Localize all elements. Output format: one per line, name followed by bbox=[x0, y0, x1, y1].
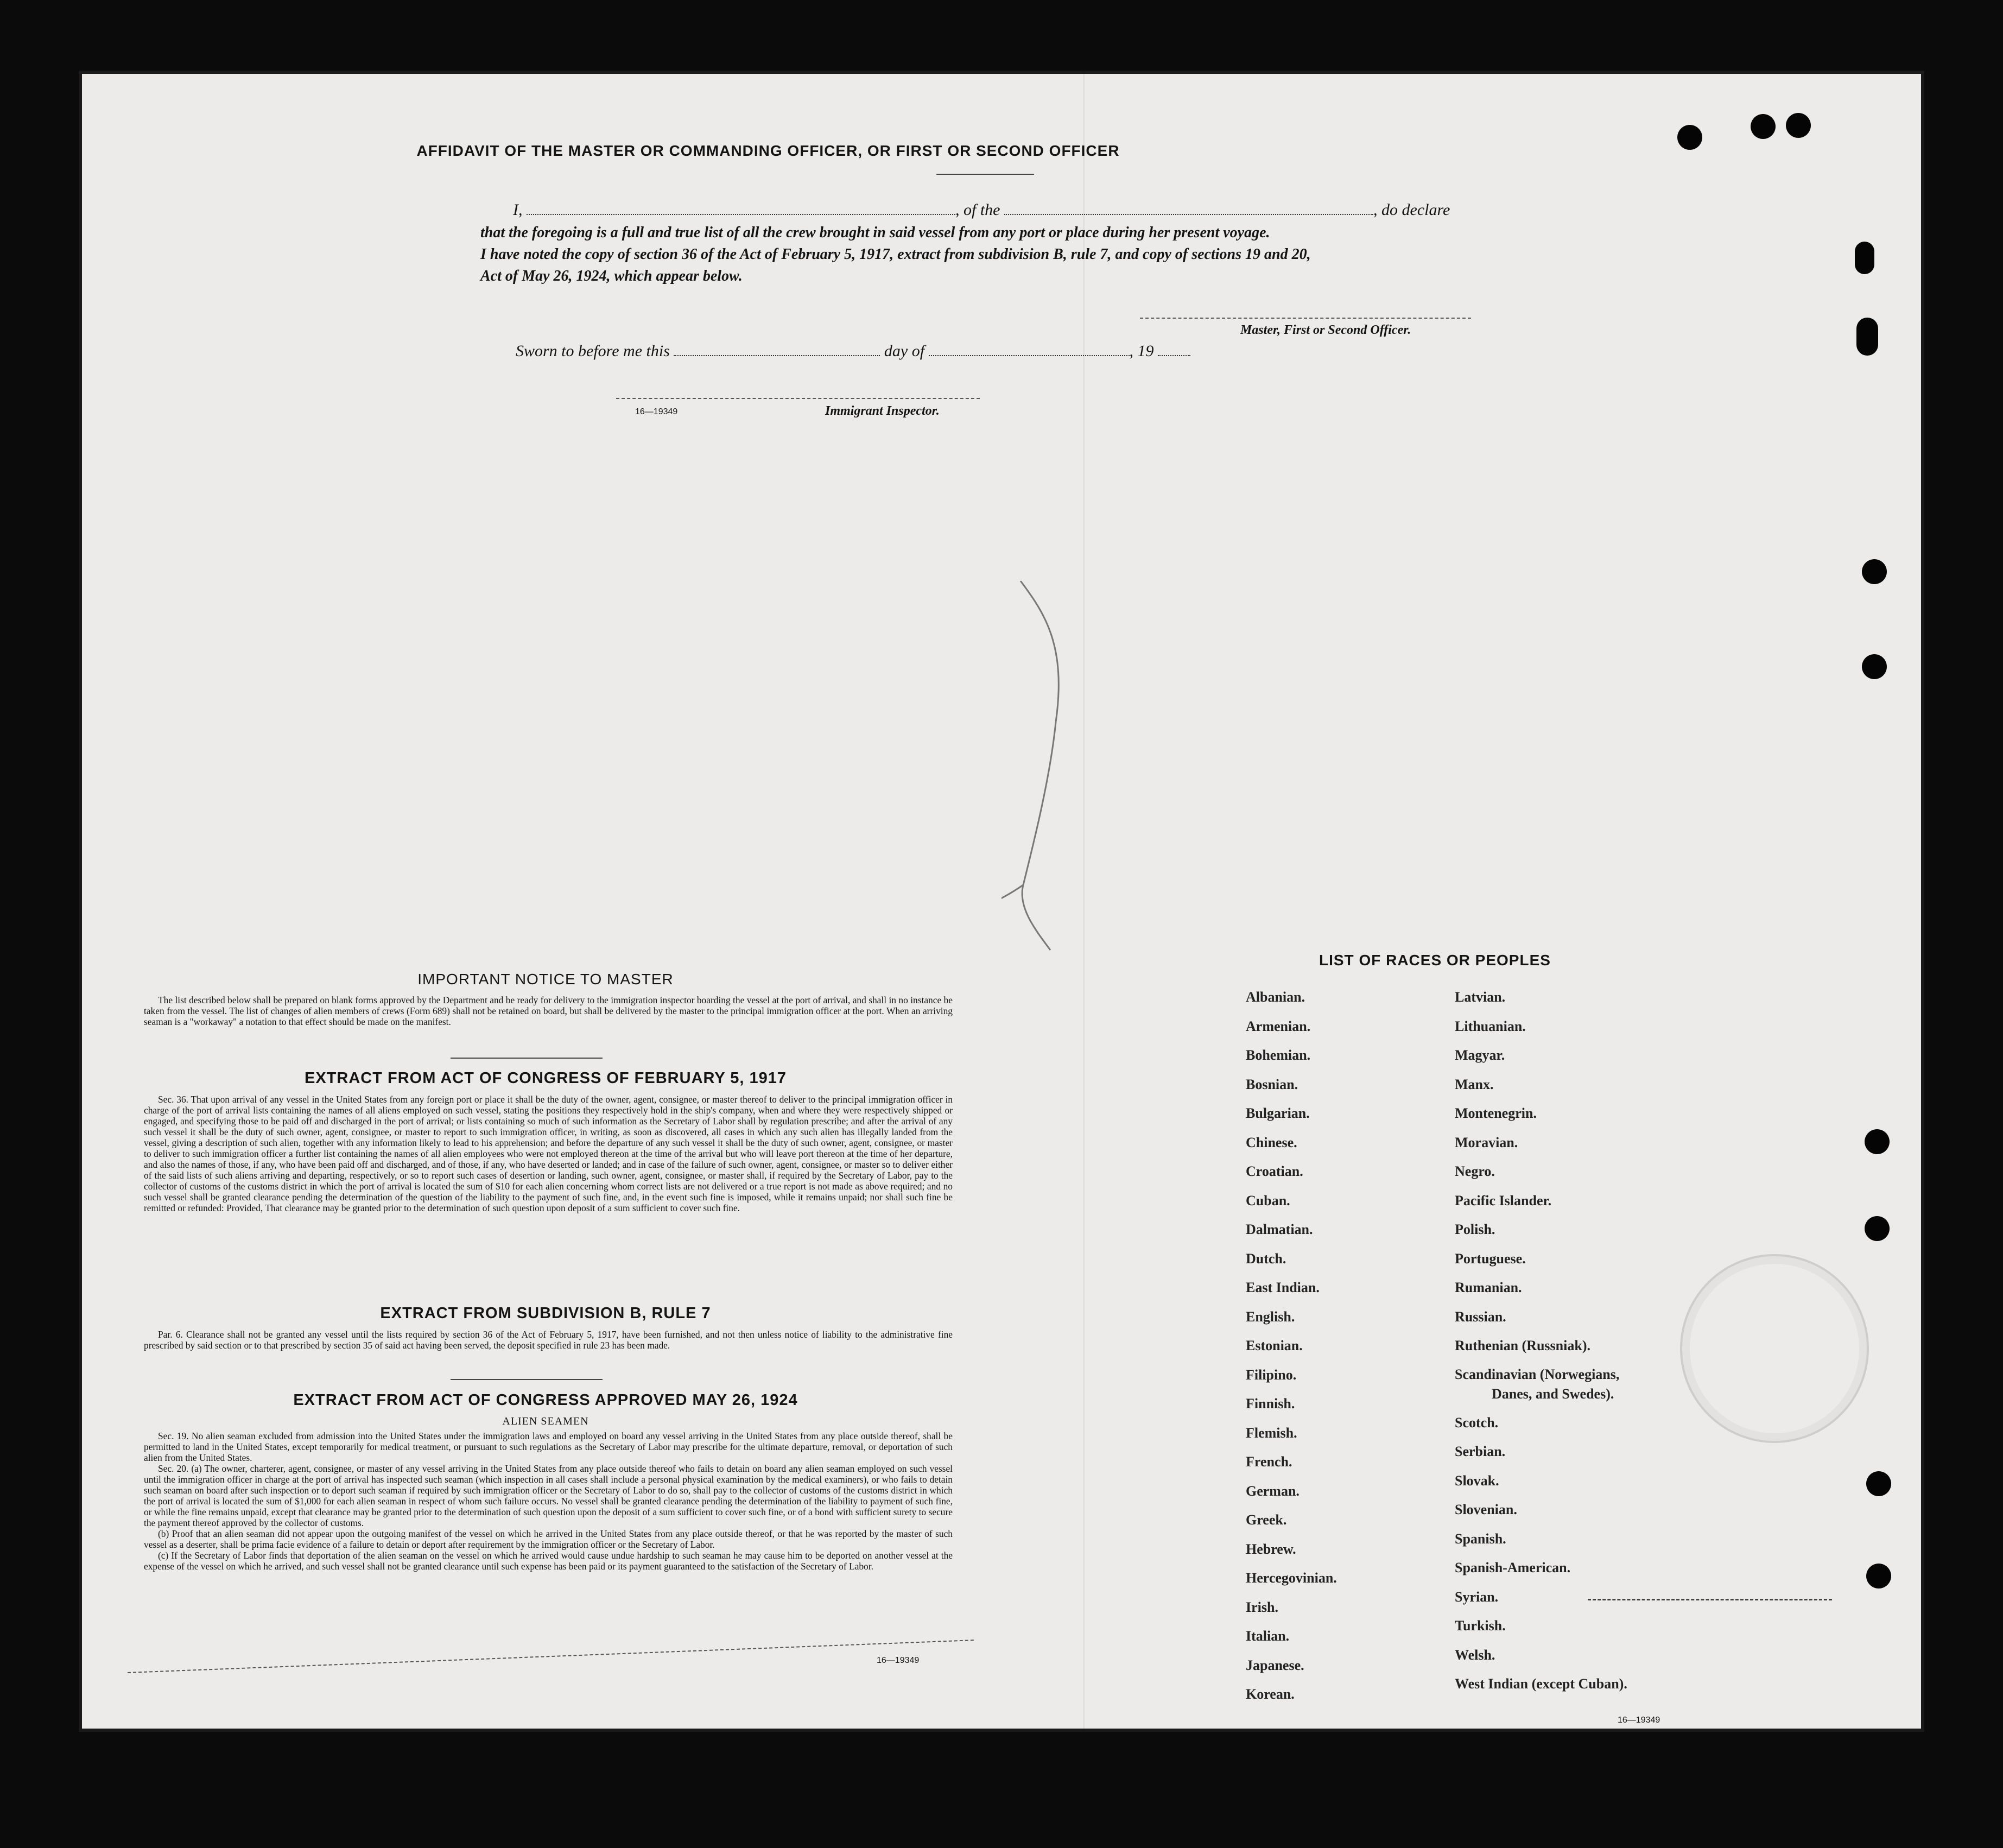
binder-hole bbox=[1865, 1216, 1890, 1241]
race-item: Flemish. bbox=[1246, 1425, 1297, 1441]
race-item: East Indian. bbox=[1246, 1280, 1320, 1295]
race-item: Filipino. bbox=[1246, 1366, 1297, 1383]
affidavit-line-2: that the foregoing is a full and true list of all the crew brought in said vessel from any port or place during her present voyage. bbox=[480, 224, 1270, 241]
affidavit-line-1 bbox=[513, 201, 1450, 219]
race-item: Moravian. bbox=[1455, 1134, 1518, 1150]
race-item: German. bbox=[1246, 1483, 1300, 1499]
inspector-caption: Immigrant Inspector. bbox=[825, 404, 940, 418]
binder-hole bbox=[1677, 125, 1702, 150]
section-19-paragraph: Sec. 19. No alien seaman excluded from admission into the United States under the immigration laws and employed on board any vessel arriving in the United States from any place outside thereof, shall be permitted to land in the United States, except temporarily for medical treatment, or pursuant to such regulations as the Secretary of Labor may prescribe for the ultimate departure, removal, or deportation of such alien from the United States. bbox=[144, 1431, 953, 1463]
race-item: Bohemian. bbox=[1246, 1047, 1311, 1063]
section-36-paragraph: Sec. 36. That upon arrival of any vessel in the United States from any foreign port or place it shall be the duty of the owner, agent, consignee, or master thereof to deliver to the principal immigration officer in charge of the port of arrival lists containing the names of all aliens employed on such vessel, stating the positions they respectively hold in the ship's company, when and where they were respectively shipped or engaged, and specifying those to be paid off and discharged in the port of arrival; or lists containing so much of such information as the Secretary of Labor shall by regulation prescribe; and after the arrival of any such vessel it shall be the duty of such owner, agent, consignee, or master to report to such immigration officer, in writing, as soon as discovered, all cases in which any such alien has illegally landed from the vessel, giving a description of such alien, together with any information likely to lead to his apprehension; and before the departure of any such vessel it shall be the duty of such owner, agent, consignee, or master to deliver to such immigration officer a further list containing the names of all alien employees who were not employed thereon at the time of the arrival but who will leave port thereon at the time of her departure, and also the names of those, if any, who have been paid off and discharged, and of those, if any, who have deserted or landed; and in case of the failure of such owner, agent, consignee, or master so to deliver either of the said lists of such aliens arriving and departing, respectively, or so to report such cases of desertion or landing, such owner, agent, consignee, or master shall, if required by the Secretary of Labor, pay to the collector of customs of the customs district in which the port of arrival is located the sum of $10 for each alien concerning whom correct lists are not delivered or a true report is not made as above required; and no such vessel shall be granted clearance pending the determination of the question of the liability to the payment of such fine, and, in the event such fine is imposed, while it remains unpaid; nor shall such fine be remitted or refunded: Provided, That clearance may be granted prior to the determination of such question upon deposit of a sum sufficient to cover such fine. bbox=[144, 1094, 953, 1213]
race-item: Dutch. bbox=[1246, 1250, 1286, 1267]
race-item: Cuban. bbox=[1246, 1192, 1290, 1208]
subdivision-b-title: EXTRACT FROM SUBDIVISION B, RULE 7 bbox=[380, 1305, 711, 1322]
extract-1917-text bbox=[144, 1094, 953, 1213]
binder-hole bbox=[1862, 559, 1887, 584]
affidavit-i: I, bbox=[513, 201, 523, 219]
race-item: Spanish-American. bbox=[1455, 1560, 1571, 1575]
binder-hole bbox=[1786, 113, 1811, 138]
notice-rule bbox=[451, 1058, 603, 1059]
races-form-number: 16—19349 bbox=[1618, 1716, 1660, 1725]
affidavit-declare: , do declare bbox=[1373, 201, 1450, 219]
sworn-line bbox=[516, 342, 1190, 360]
master-signature-line bbox=[1140, 318, 1471, 320]
subdivision-b-text bbox=[144, 1329, 953, 1351]
races-left-column bbox=[1246, 983, 1337, 1709]
races-right-column bbox=[1455, 983, 1627, 1699]
sworn-year-blank bbox=[1158, 352, 1190, 356]
race-item: English. bbox=[1246, 1308, 1295, 1325]
binder-hole bbox=[1856, 318, 1878, 356]
race-item: Finnish. bbox=[1246, 1396, 1295, 1412]
race-item: Irish. bbox=[1246, 1599, 1278, 1615]
race-item: Albanian. bbox=[1246, 989, 1305, 1005]
binder-hole bbox=[1855, 242, 1874, 274]
race-item: Korean. bbox=[1246, 1686, 1295, 1702]
extract-1924-title: EXTRACT FROM ACT OF CONGRESS APPROVED MAY 26, 1924 bbox=[293, 1391, 798, 1409]
extract-form-number: 16—19349 bbox=[877, 1656, 920, 1665]
race-item: Bosnian. bbox=[1246, 1076, 1298, 1092]
title-rule bbox=[936, 174, 1034, 175]
affidavit-line-3: I have noted the copy of section 36 of the Act of February 5, 1917, extract from subdivision B, rule 7, and copy of sections 19 and 20, bbox=[480, 246, 1311, 263]
race-item: Lithuanian. bbox=[1455, 1018, 1526, 1034]
race-item: Magyar. bbox=[1455, 1047, 1505, 1063]
race-item: Turkish. bbox=[1455, 1618, 1506, 1634]
race-item: Scandinavian (Norwegians, bbox=[1455, 1366, 1620, 1382]
section-20a-paragraph: Sec. 20. (a) The owner, charterer, agent, consignee, or master of any vessel arriving in the United States from any place outside thereof who fails to detain on board any alien seaman employed on such vessel until the immigration officer in charge at the port of arrival has inspected such seaman (which inspection in all cases shall include a personal physical examination by the medical examiners), or who fails to detain such seaman on board after such inspection or to deport such seaman if required by such immigration officer or the Secretary of Labor to do so, shall pay to the collector of customs of the customs district in which the port of arrival is located the sum of $1,000 for each alien seaman in respect of whom such failure occurs. No vessel shall be granted clearance pending the determination of the liability to payment of such fine, or while the fine remains unpaid, except that clearance may be granted prior to the determination of such question upon the deposit of a sum sufficient to cover such fine, or of a bond with sufficient surety to secure the payment thereof approved by the collector of customs. bbox=[144, 1463, 953, 1528]
affidavit-form-number: 16—19349 bbox=[635, 407, 678, 416]
race-item: Portuguese. bbox=[1455, 1250, 1526, 1267]
binder-hole bbox=[1866, 1564, 1891, 1588]
race-item: Polish. bbox=[1455, 1222, 1495, 1237]
race-item: Latvian. bbox=[1455, 989, 1506, 1005]
notice-text bbox=[144, 995, 953, 1027]
name-blank bbox=[527, 211, 955, 215]
master-caption: Master, First or Second Officer. bbox=[1240, 323, 1411, 337]
binder-hole bbox=[1865, 1129, 1890, 1154]
race-item: Pacific Islander. bbox=[1455, 1192, 1552, 1208]
race-item: Manx. bbox=[1455, 1076, 1494, 1092]
race-item: Serbian. bbox=[1455, 1444, 1506, 1459]
notice-title: IMPORTANT NOTICE TO MASTER bbox=[417, 971, 674, 988]
sworn-year: , 19 bbox=[1129, 342, 1154, 360]
race-item: Bulgarian. bbox=[1246, 1105, 1310, 1121]
race-item: Dalmatian. bbox=[1246, 1222, 1313, 1237]
races-title: LIST OF RACES OR PEOPLES bbox=[1319, 952, 1551, 969]
paper-crease bbox=[1002, 581, 1143, 1069]
document-sheet bbox=[79, 71, 1924, 1732]
section-20c-paragraph: (c) If the Secretary of Labor finds that deportation of the alien seaman on the vessel on which he arrived would cause undue hardship to such seaman he may cause him to be deported on another vessel at the expense of the vessel on which he arrived, and such vessel shall not be granted clearance until such expense has been paid or its payment guaranteed to the satisfaction of the Secretary of Labor. bbox=[144, 1550, 953, 1572]
sworn-month-blank bbox=[929, 352, 1130, 356]
race-item: Chinese. bbox=[1246, 1134, 1297, 1150]
race-item: Montenegrin. bbox=[1455, 1105, 1537, 1121]
race-item: French. bbox=[1246, 1454, 1292, 1470]
alien-seamen-subtitle: ALIEN SEAMEN bbox=[502, 1415, 589, 1427]
affidavit-line-4: Act of May 26, 1924, which appear below. bbox=[480, 268, 743, 284]
subdivision-rule bbox=[451, 1379, 603, 1380]
sworn-day-of: day of bbox=[884, 342, 925, 360]
race-item: Welsh. bbox=[1455, 1647, 1495, 1663]
binder-hole bbox=[1866, 1471, 1891, 1496]
sworn-text: Sworn to before me this bbox=[516, 342, 670, 360]
race-item: Syrian. bbox=[1455, 1588, 1499, 1605]
race-item: Scotch. bbox=[1455, 1414, 1499, 1431]
race-item: Ruthenian (Russniak). bbox=[1455, 1338, 1590, 1353]
race-item: Slovak. bbox=[1455, 1472, 1499, 1489]
embossed-seal bbox=[1680, 1254, 1869, 1443]
race-item: Estonian. bbox=[1246, 1338, 1303, 1353]
sworn-day-blank bbox=[674, 352, 880, 356]
tear-mark-left bbox=[128, 1640, 974, 1674]
vessel-blank bbox=[1004, 211, 1373, 215]
notice-paragraph: The list described below shall be prepared on blank forms approved by the Department and be ready for delivery to the immigration inspector boarding the vessel at the port of arrival, and shall in no instance be taken from the vessel. The list of changes of alien members of crews (Form 689) shall not be retained on board, but shall be delivered by the master to the principal immigration officer at the port. When an arriving seaman is a "workaway" a notation to that effect should be made on the manifest. bbox=[144, 995, 953, 1027]
affidavit-title: AFFIDAVIT OF THE MASTER OR COMMANDING OFFICER, OR FIRST OR SECOND OFFICER bbox=[416, 142, 1120, 159]
race-item: Russian. bbox=[1455, 1308, 1506, 1325]
race-item: Hercegovinian. bbox=[1246, 1570, 1337, 1586]
race-item: Armenian. bbox=[1246, 1018, 1311, 1034]
extract-1917-title: EXTRACT FROM ACT OF CONGRESS OF FEBRUARY 5, 1917 bbox=[304, 1069, 787, 1087]
race-item: Rumanian. bbox=[1455, 1280, 1522, 1295]
binder-hole bbox=[1862, 654, 1887, 679]
race-item: Negro. bbox=[1455, 1163, 1495, 1179]
race-item: West Indian (except Cuban). bbox=[1455, 1676, 1627, 1692]
race-item: Hebrew. bbox=[1246, 1541, 1296, 1557]
extract-1924-text bbox=[144, 1431, 953, 1572]
inspector-signature-line bbox=[616, 398, 980, 400]
race-item: Spanish. bbox=[1455, 1530, 1506, 1547]
race-item: Greek. bbox=[1246, 1512, 1287, 1528]
race-item: Japanese. bbox=[1246, 1657, 1304, 1673]
affidavit-of-the: , of the bbox=[955, 201, 1000, 219]
race-item: Danes, and Swedes). bbox=[1492, 1385, 1614, 1402]
paragraph-6: Par. 6. Clearance shall not be granted any vessel until the lists required by section 36 of the Act of February 5, 1917, have been furnished, and not then unless notice of liability to the administrative fine prescribed by said section or to that prescribed by section 35 of said act having been served, the deposit specified in rule 23 has been made. bbox=[144, 1329, 953, 1351]
binder-hole bbox=[1751, 114, 1776, 139]
race-item: Slovenian. bbox=[1455, 1502, 1517, 1517]
race-item: Italian. bbox=[1246, 1628, 1290, 1644]
tear-mark-right bbox=[1588, 1599, 1832, 1602]
race-item: Croatian. bbox=[1246, 1163, 1303, 1179]
section-20b-paragraph: (b) Proof that an alien seaman did not appear upon the outgoing manifest of the vessel on which he arrived in the United States from any place outside thereof, or that he was reported by the master of such vessel as a deserter, shall be prima facie evidence of a failure to detain or deport after requirement by the immigration officer or the Secretary of Labor. bbox=[144, 1528, 953, 1550]
